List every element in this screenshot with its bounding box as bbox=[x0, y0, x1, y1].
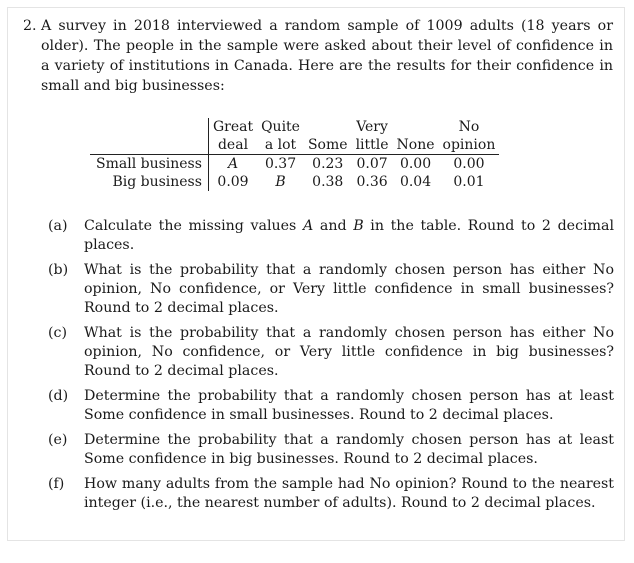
header-no-1: No bbox=[458, 119, 480, 135]
table-row bbox=[90, 173, 499, 191]
header-no-2: opinion bbox=[439, 136, 500, 155]
cell-big-none: 0.04 bbox=[399, 174, 432, 190]
variable-a: A bbox=[302, 218, 314, 234]
header-quite-1: Quite bbox=[261, 119, 300, 135]
document-page bbox=[7, 7, 625, 541]
cell-small-quite-a-lot: 0.37 bbox=[264, 156, 297, 172]
cell-small-none: 0.00 bbox=[399, 156, 432, 172]
header-very-1: Very bbox=[356, 119, 388, 135]
header-none-2: None bbox=[393, 136, 439, 155]
part-b bbox=[48, 261, 614, 318]
cell-small-great-deal: A bbox=[227, 156, 239, 172]
header-great-1: Great bbox=[212, 119, 254, 135]
cell-big-great-deal: 0.09 bbox=[217, 174, 249, 190]
part-label: (e) bbox=[48, 432, 68, 448]
part-text: What is the probability that a randomly chosen person has either No opinion, No confidence, or Very little confidence in small businesses? Round to 2 decimal places. bbox=[84, 262, 614, 316]
table-corner bbox=[90, 118, 208, 136]
header-quite-2: a lot bbox=[257, 136, 304, 155]
header-some-2: Some bbox=[304, 136, 352, 155]
part-text: Determine the probability that a randomly chosen person has at least Some confidence in small businesses. Round to 2 decimal places. bbox=[84, 388, 614, 423]
cell-small-no-opinion: 0.00 bbox=[453, 156, 485, 172]
cell-small-some: 0.23 bbox=[312, 156, 344, 172]
row-label-small-business: Small business bbox=[90, 155, 208, 174]
cell-big-some: 0.38 bbox=[312, 174, 344, 190]
part-text: in the table. Round to 2 decimal places. bbox=[84, 218, 614, 253]
variable-b: B bbox=[353, 218, 364, 234]
part-text: Determine the probability that a randomly chosen person has at least Some confidence in big businesses. Round to 2 decimal places. bbox=[84, 432, 614, 467]
question-number: 2. bbox=[23, 18, 37, 34]
part-f bbox=[48, 475, 614, 513]
header-none-1 bbox=[393, 118, 439, 136]
confidence-table bbox=[90, 118, 499, 191]
part-label: (b) bbox=[48, 262, 69, 278]
question-intro bbox=[23, 16, 613, 96]
question-parts bbox=[48, 217, 614, 519]
part-e bbox=[48, 431, 614, 469]
part-text: Calculate the missing values bbox=[84, 218, 303, 234]
table-header-row-2 bbox=[90, 136, 499, 155]
part-label: (a) bbox=[48, 218, 68, 234]
part-label: (d) bbox=[48, 388, 69, 404]
question-text: A survey in 2018 interviewed a random sample of 1009 adults (18 years or older). The people in the sample were asked about their level of confidence in a variety of institutions in Canada. Here are the results for their confidence in small and big businesses: bbox=[41, 18, 613, 94]
cell-small-very-little: 0.07 bbox=[356, 156, 388, 172]
part-text: How many adults from the sample had No opinion? Round to the nearest integer (i.e., the nearest number of adults). Round to 2 decimal places. bbox=[84, 476, 614, 511]
part-c bbox=[48, 324, 614, 381]
table-row bbox=[90, 155, 499, 174]
cell-big-quite-a-lot: B bbox=[275, 174, 286, 190]
part-d bbox=[48, 387, 614, 425]
part-label: (c) bbox=[48, 325, 68, 341]
cell-big-very-little: 0.36 bbox=[356, 174, 388, 190]
part-a bbox=[48, 217, 614, 255]
part-text: What is the probability that a randomly chosen person has either No opinion, No confidence, or Very little confidence in big businesses? Round to 2 decimal places. bbox=[84, 325, 614, 379]
row-label-big-business: Big business bbox=[90, 173, 208, 191]
header-great-2: deal bbox=[208, 136, 257, 155]
header-some-1 bbox=[304, 118, 352, 136]
part-text: and bbox=[313, 218, 354, 234]
part-label: (f) bbox=[48, 476, 65, 492]
table-header-row-1 bbox=[90, 118, 499, 136]
cell-big-no-opinion: 0.01 bbox=[453, 174, 485, 190]
header-very-2: little bbox=[352, 136, 393, 155]
